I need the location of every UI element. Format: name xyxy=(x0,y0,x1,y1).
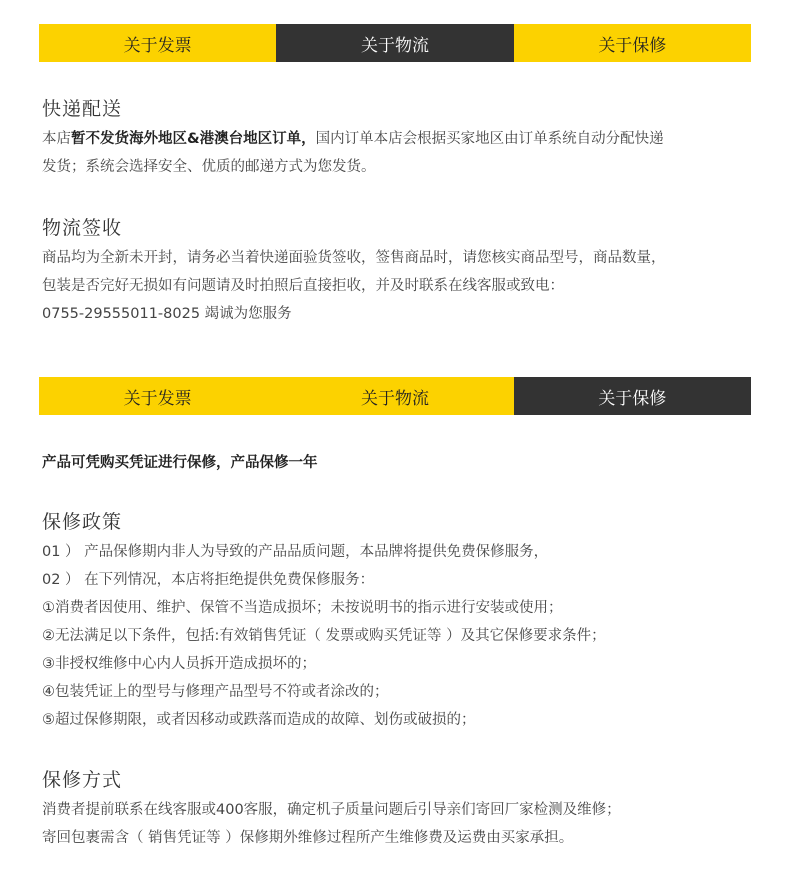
receipt-heading: 物流签收 xyxy=(42,217,123,239)
policy-line: ⑤超过保修期限，或者因移动或跌落而造成的故障、划伤或破损的； xyxy=(42,712,476,728)
express-delivery-heading: 快递配送 xyxy=(42,98,123,120)
policy-line: ①消费者因使用、维护、保管不当造成损坏；未按说明书的指示进行安装或使用； xyxy=(42,600,563,616)
policy-line: 01 ） 产品保修期内非人为导致的产品品质问题，本品牌将提供免费保修服务， xyxy=(42,544,549,560)
tab-warranty-2[interactable]: 关于保修 xyxy=(514,377,751,415)
bottom-tab-bar xyxy=(39,377,751,415)
warranty-policy-heading: 保修政策 xyxy=(42,511,123,533)
express-line-1: 本店暂不发货海外地区&港澳台地区订单，国内订单本店会根据买家地区由订单系统自动分配快递 xyxy=(42,131,664,147)
method-line: 寄回包裹需含（ 销售凭证等 ）保修期外维修过程所产生维修费及运费由买家承担。 xyxy=(42,830,574,846)
express-line-2: 发货；系统会选择安全、优质的邮递方式为您发货。 xyxy=(42,159,376,175)
policy-line: 02 ） 在下列情况，本店将拒绝提供免费保修服务： xyxy=(42,572,375,588)
policy-line: ②无法满足以下条件，包括:有效销售凭证（ 发票或购买凭证等 ）及其它保修要求条件； xyxy=(42,628,606,644)
top-tab-bar xyxy=(39,24,751,62)
receipt-line-1: 商品均为全新未开封，请务必当着快递面验货签收，签售商品时，请您核实商品型号，商品数量， xyxy=(42,250,666,266)
policy-line: ③非授权维修中心内人员拆开造成损坏的； xyxy=(42,656,316,672)
tab-invoice[interactable]: 关于发票 xyxy=(39,24,276,62)
tab-invoice-2[interactable]: 关于发票 xyxy=(39,377,276,415)
warranty-lead-text: 产品可凭购买凭证进行保修，产品保修一年 xyxy=(42,455,318,471)
receipt-line-2: 包装是否完好无损如有问题请及时拍照后直接拒收，并及时联系在线客服或致电： xyxy=(42,278,564,294)
tab-warranty[interactable]: 关于保修 xyxy=(514,24,751,62)
receipt-line-3: 0755-29555011-8025 竭诚为您服务 xyxy=(42,306,292,322)
warranty-method-heading: 保修方式 xyxy=(42,769,123,791)
warranty-policy-list xyxy=(42,538,742,734)
tab-logistics[interactable]: 关于物流 xyxy=(276,24,513,62)
warranty-method-text xyxy=(42,796,742,852)
tab-logistics-2[interactable]: 关于物流 xyxy=(276,377,513,415)
express-delivery-text xyxy=(42,125,742,181)
method-line: 消费者提前联系在线客服或400客服，确定机子质量问题后引导亲们寄回厂家检测及维修； xyxy=(42,802,621,818)
receipt-text xyxy=(42,244,742,328)
policy-line: ④包装凭证上的型号与修理产品型号不符或者涂改的； xyxy=(42,684,389,700)
